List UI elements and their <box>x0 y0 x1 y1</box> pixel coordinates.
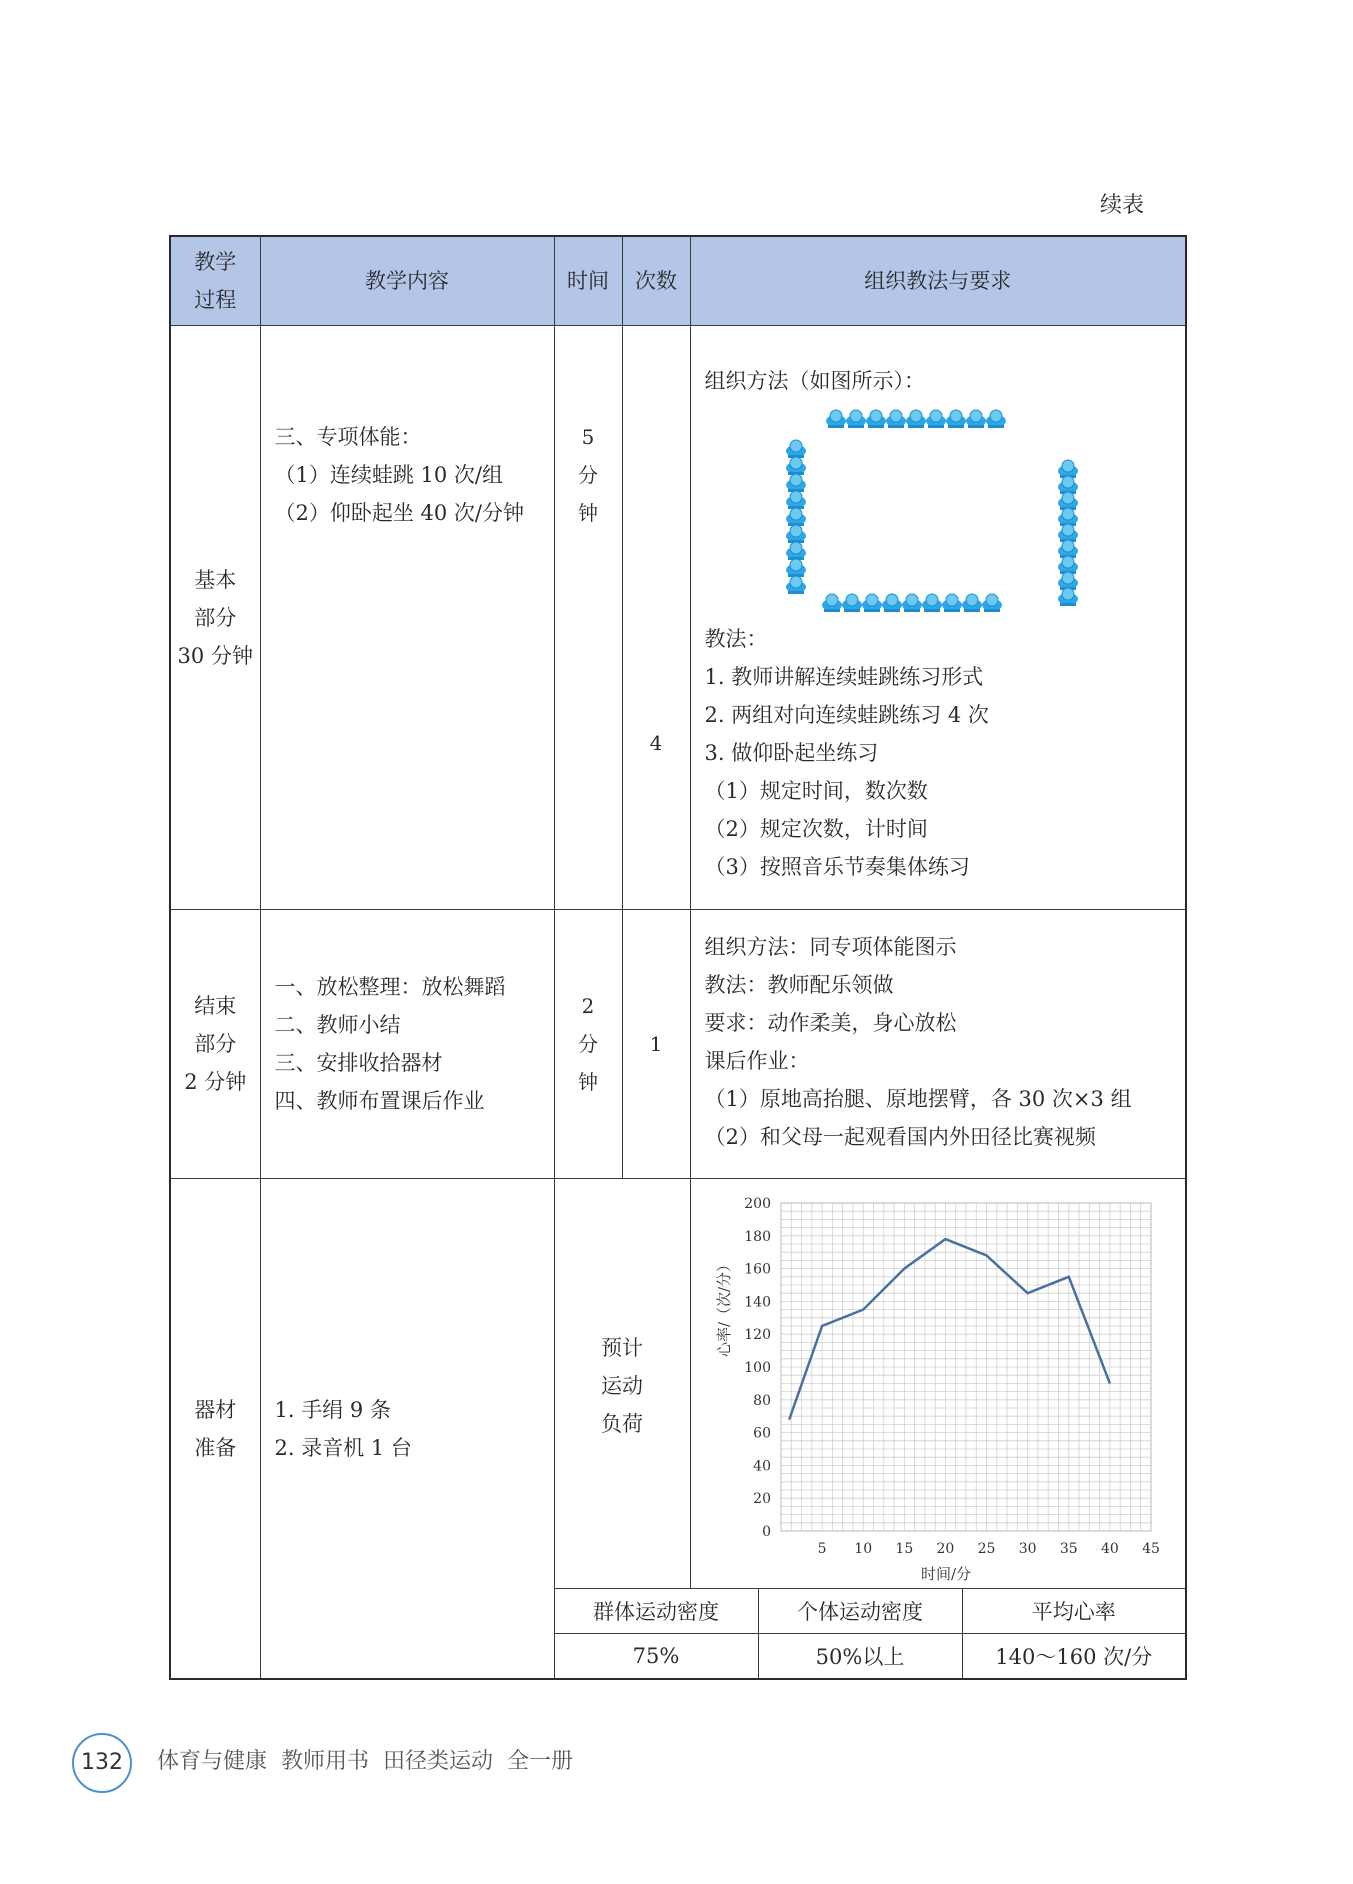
y-tick-label: 0 <box>761 1524 771 1540</box>
student-icon <box>865 408 887 430</box>
y-tick-label: 80 <box>752 1392 771 1409</box>
y-tick-label: 100 <box>743 1360 771 1376</box>
page-number: 132 <box>81 1750 123 1775</box>
equipment-items <box>260 1179 554 1680</box>
student-icon <box>921 592 943 614</box>
data-point <box>903 1268 904 1269</box>
student-icon <box>985 408 1007 430</box>
equipment-stage: 器材 准备 <box>170 1179 260 1680</box>
density-value-group: 75% <box>555 1634 759 1678</box>
x-tick-label: 30 <box>1018 1541 1037 1557</box>
heart-rate-line <box>789 1239 1110 1419</box>
formation-diagram <box>785 400 1185 620</box>
basic-method <box>690 326 1186 910</box>
basic-content-line: 三、专项体能： <box>274 425 422 449</box>
end-stage: 结束 部分 2 分钟 <box>170 910 260 1179</box>
header-count: 次数 <box>622 236 690 326</box>
end-row <box>170 910 1186 1179</box>
student-icon <box>861 592 883 614</box>
x-tick-label: 25 <box>977 1541 995 1557</box>
data-point <box>788 1419 789 1420</box>
heart-rate-chart-cell <box>690 1179 1186 1589</box>
student-icon <box>961 592 983 614</box>
student-icon <box>941 592 963 614</box>
continued-label: 续表 <box>1100 193 1145 218</box>
table-header-row <box>170 236 1186 326</box>
data-point <box>1109 1383 1110 1384</box>
heart-rate-chart <box>691 1179 1187 1583</box>
density-value-heart-rate: 140～160 次/分 <box>995 1645 1153 1669</box>
data-point <box>944 1239 945 1240</box>
requirement-line: 组织方法：同专项体能图示 <box>704 935 957 959</box>
x-tick-label: 45 <box>1141 1541 1160 1557</box>
basic-time: 5 分 钟 <box>554 326 622 910</box>
student-icon <box>821 592 843 614</box>
requirement-line: （2）和父母一起观看国内外田径比赛视频 <box>704 1125 1096 1149</box>
basic-row <box>170 326 1186 910</box>
x-tick-label: 15 <box>894 1541 913 1557</box>
y-axis-label: 心率/（次/分） <box>714 1256 733 1358</box>
student-icon <box>825 408 847 430</box>
y-tick-label: 160 <box>743 1261 771 1278</box>
density-header-heart-rate: 平均心率 <box>1031 1600 1116 1624</box>
end-count: 1 <box>622 910 690 1179</box>
density-header-group: 群体运动密度 <box>555 1589 759 1633</box>
basic-stage: 基本 部分 30 分钟 <box>170 326 260 910</box>
org-method-line: 组织方法（如图所示）： <box>704 369 925 393</box>
basic-content <box>260 326 554 910</box>
method-line: 1. 教师讲解连续蛙跳练习形式 <box>704 665 984 689</box>
basic-count: 4 <box>622 326 690 910</box>
x-tick-label: 5 <box>817 1541 827 1557</box>
x-tick-label: 35 <box>1059 1541 1078 1557</box>
method-title: 教法： <box>704 627 768 651</box>
end-time: 2 分 钟 <box>554 910 622 1179</box>
requirement-line: 要求：动作柔美，身心放松 <box>704 1011 957 1035</box>
equipment-item: 1. 手绢 9 条 <box>274 1397 391 1422</box>
end-content <box>260 910 554 1179</box>
header-time: 时间 <box>554 236 622 326</box>
data-point <box>986 1255 987 1256</box>
y-tick-label: 140 <box>743 1294 771 1311</box>
student-icon <box>785 574 807 596</box>
method-line: 3. 做仰卧起坐练习 <box>704 741 879 765</box>
book-title: 体育与健康 教师用书 田径类运动 全一册 <box>157 1749 573 1774</box>
y-tick-label: 180 <box>743 1228 771 1245</box>
x-tick-label: 40 <box>1100 1541 1119 1557</box>
lesson-plan-table <box>169 235 1187 1680</box>
y-tick-label: 120 <box>743 1327 771 1344</box>
end-content-line: 三、安排收拾器材 <box>274 1051 443 1075</box>
header-process: 教学 过程 <box>170 236 260 326</box>
x-tick-label: 10 <box>853 1541 872 1557</box>
student-icon <box>841 592 863 614</box>
header-content: 教学内容 <box>260 236 554 326</box>
requirement-line: 课后作业： <box>704 1049 810 1073</box>
density-header-individual: 个体运动密度 <box>758 1589 962 1633</box>
student-icon <box>965 408 987 430</box>
method-line: 2. 两组对向连续蛙跳练习 4 次 <box>704 703 989 727</box>
y-tick-label: 200 <box>743 1196 771 1212</box>
density-value-individual: 50%以上 <box>758 1634 962 1678</box>
data-point <box>862 1309 863 1310</box>
data-point <box>1027 1293 1028 1294</box>
basic-content-line: （1）连续蛙跳 10 次/组 <box>274 463 504 487</box>
student-icon <box>881 592 903 614</box>
data-point <box>821 1326 822 1327</box>
y-tick-label: 20 <box>752 1491 771 1508</box>
equipment-row <box>170 1179 1186 1589</box>
method-line: （1）规定时间，数次数 <box>704 779 928 803</box>
y-tick-label: 40 <box>752 1458 771 1475</box>
end-content-line: 一、放松整理：放松舞蹈 <box>274 975 506 999</box>
requirement-line: （1）原地高抬腿、原地摆臂，各 30 次×3 组 <box>704 1087 1132 1111</box>
y-tick-label: 60 <box>752 1425 771 1442</box>
method-line: （2）规定次数，计时间 <box>704 817 928 841</box>
end-content-line: 四、教师布置课后作业 <box>274 1089 485 1113</box>
student-icon <box>925 408 947 430</box>
data-point <box>1068 1276 1069 1277</box>
equipment-item: 2. 录音机 1 台 <box>274 1435 412 1460</box>
load-label: 预计 运动 负荷 <box>554 1179 690 1589</box>
x-tick-label: 20 <box>936 1541 954 1557</box>
student-icon <box>1057 586 1079 608</box>
end-requirements <box>690 910 1186 1179</box>
requirement-line: 教法：教师配乐领做 <box>704 973 894 997</box>
student-icon <box>901 592 923 614</box>
student-icon <box>981 592 1003 614</box>
method-line: （3）按照音乐节奏集体练习 <box>704 855 970 879</box>
student-icon <box>885 408 907 430</box>
end-content-line: 二、教师小结 <box>274 1013 401 1037</box>
basic-content-line: （2）仰卧起坐 40 次/分钟 <box>274 501 525 525</box>
student-icon <box>945 408 967 430</box>
student-icon <box>905 408 927 430</box>
student-icon <box>845 408 867 430</box>
x-axis-label: 时间/分 <box>920 1565 971 1583</box>
header-method: 组织教法与要求 <box>690 236 1186 326</box>
